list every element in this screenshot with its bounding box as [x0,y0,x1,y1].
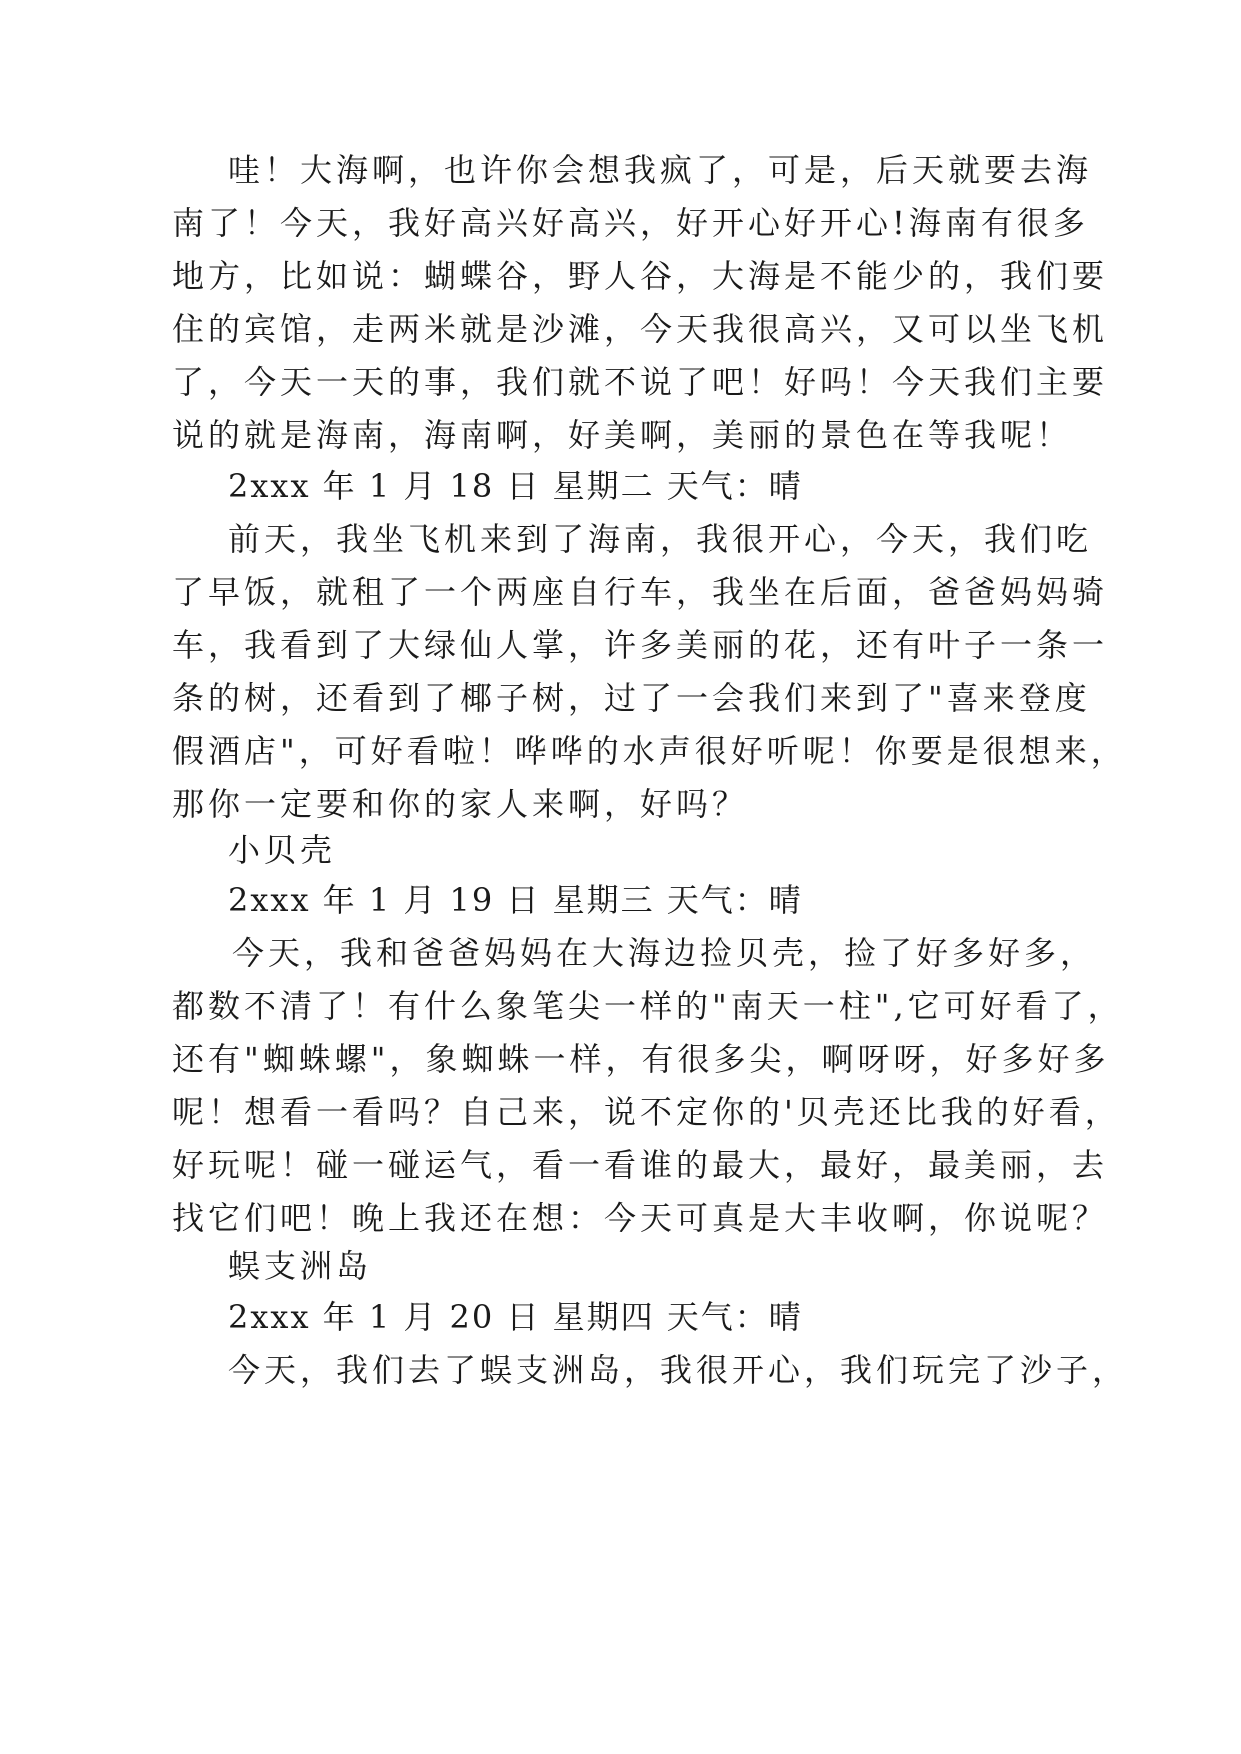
text-line-9: 车，我看到了大绿仙人掌，许多美丽的花，还有叶子一条一 [172,626,1109,664]
text-line-6: 说的就是海南，海南啊，好美啊，美丽的景色在等我呢！ [172,416,1073,454]
text-line-10: 条的树，还看到了椰子树，过了一会我们来到了"喜来登度 [172,679,1091,717]
text-line-13: 今天，我和爸爸妈妈在大海边捡贝壳，捡了好多好多， [232,934,1097,972]
diary-date-2: 2xxx 年 1 月 19 日 星期三 天气：晴 [228,881,803,919]
text-line-12: 那你一定要和你的家人来啊，好吗？ [172,785,749,823]
text-line-4: 住的宾馆，走两米就是沙滩，今天我很高兴，又可以坐飞机 [172,310,1109,348]
text-line-19: 今天，我们去了蜈支洲岛，我很开心，我们玩完了沙子， [228,1351,1129,1389]
diary-date-1: 2xxx 年 1 月 18 日 星期二 天气：晴 [228,467,803,505]
entry-title-2: 蜈支洲岛 [228,1247,373,1285]
text-line-8: 了早饭，就租了一个两座自行车，我坐在后面，爸爸妈妈骑 [172,573,1109,611]
text-line-18: 找它们吧！晚上我还在想：今天可真是大丰收啊，你说呢？ [172,1199,1109,1237]
text-line-2: 南了！今天，我好高兴好高兴，好开心好开心!海南有很多 [172,204,1089,242]
text-line-7: 前天，我坐飞机来到了海南，我很开心，今天，我们吃 [228,520,1093,558]
text-line-15: 还有"蜘蛛螺"，象蜘蛛一样，有很多尖，啊呀呀，好多好多 [172,1040,1110,1078]
entry-title-1: 小贝壳 [228,831,337,869]
diary-date-3: 2xxx 年 1 月 20 日 星期四 天气：晴 [228,1298,803,1336]
text-line-5: 了，今天一天的事，我们就不说了吧！好吗！今天我们主要 [172,363,1109,401]
text-line-17: 好玩呢！碰一碰运气，看一看谁的最大，最好，最美丽，去 [172,1146,1109,1184]
text-line-11: 假酒店"，可好看啦！哗哗的水声很好听呢！你要是很想来， [172,732,1127,770]
text-line-16: 呢！想看一看吗？自己来，说不定你的'贝壳还比我的好看， [172,1093,1121,1131]
text-line-3: 地方，比如说：蝴蝶谷，野人谷，大海是不能少的，我们要 [172,257,1109,295]
text-line-1: 哇！大海啊，也许你会想我疯了，可是，后天就要去海 [228,151,1093,189]
text-line-14: 都数不清了！有什么象笔尖一样的"南天一柱",它可好看了， [172,987,1124,1025]
